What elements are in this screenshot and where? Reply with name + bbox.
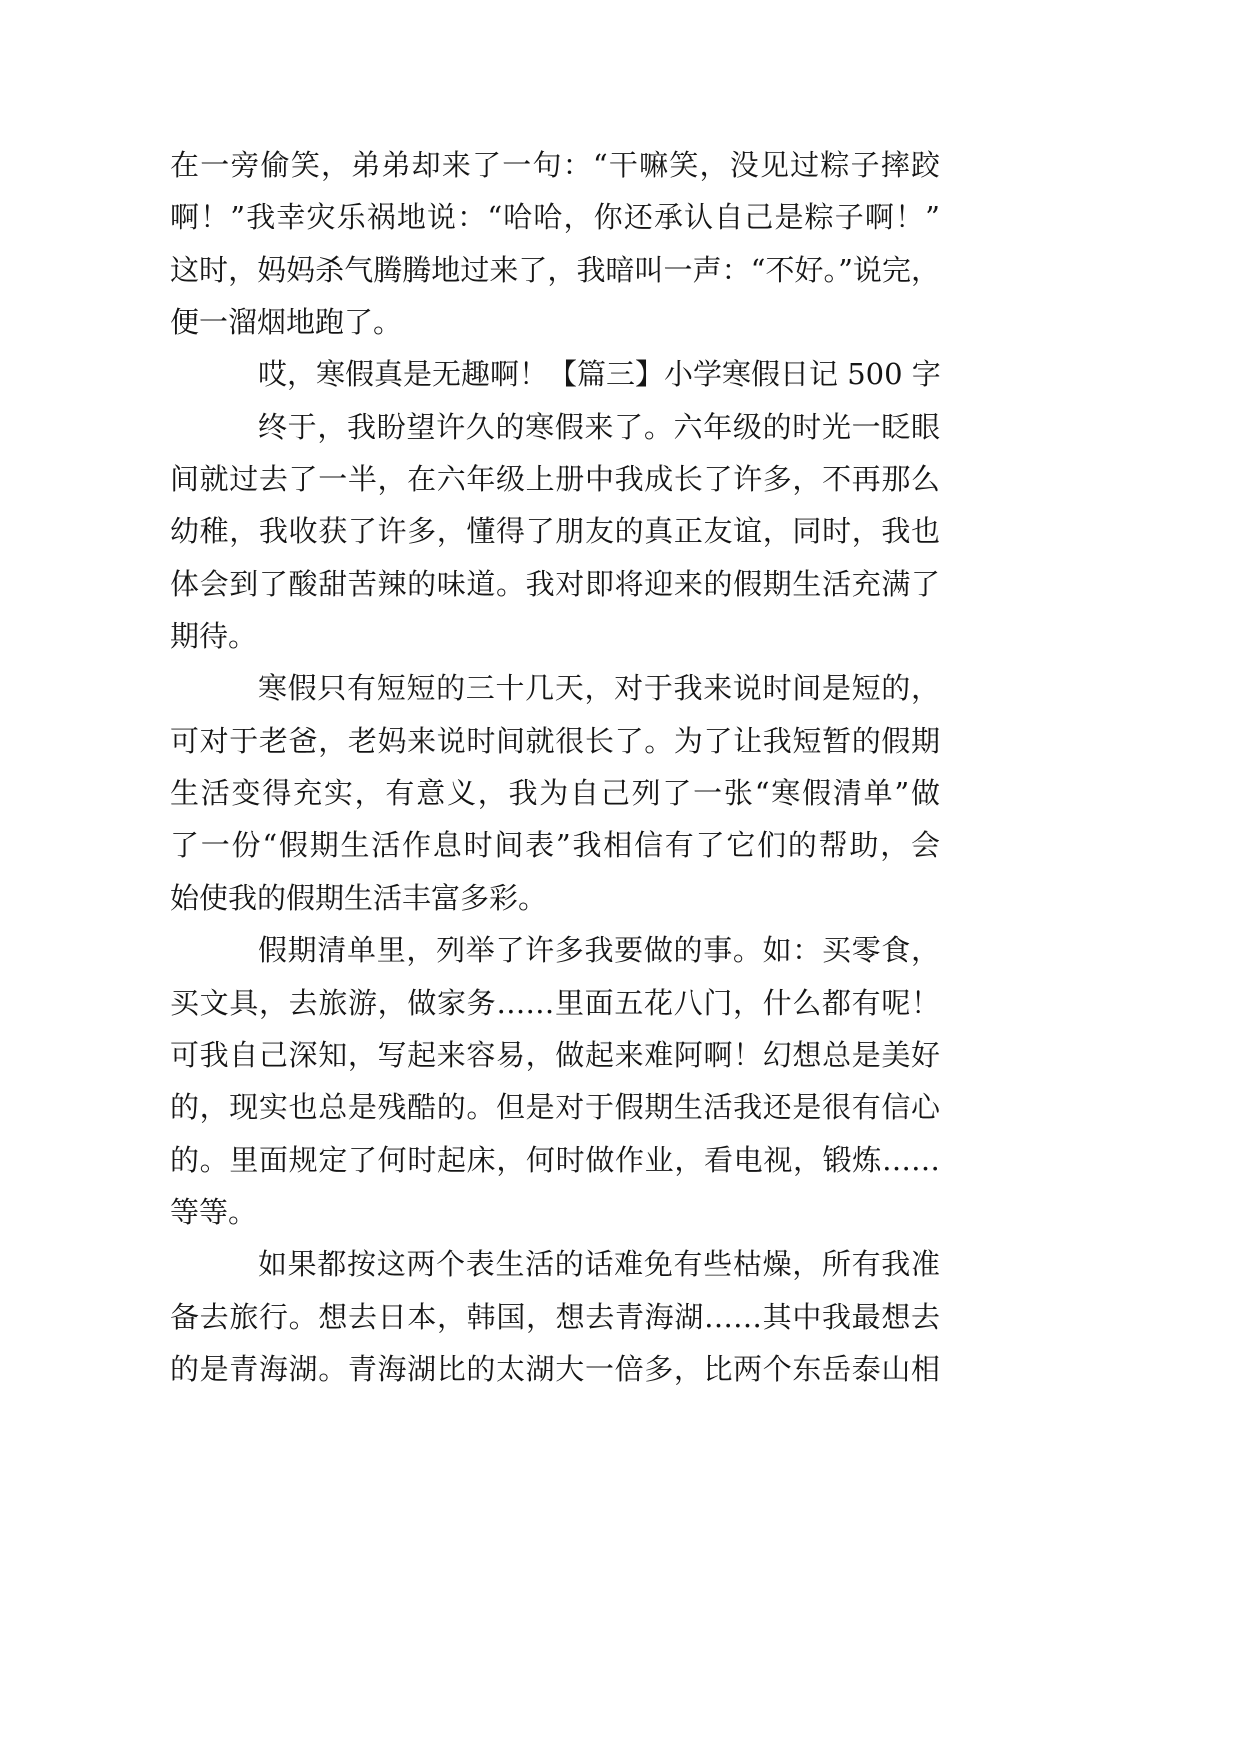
text-line: 的。里面规定了何时起床，何时做作业，看电视，锻炼…… [170, 1142, 940, 1177]
paragraph [170, 662, 940, 924]
text-line: 终于，我盼望许久的寒假来了。六年级的时光一眨眼 [258, 409, 940, 444]
text-line: 买文具，去旅游，做家务……里面五花八门，什么都有呢！ [170, 985, 940, 1020]
text-line: 等等。 [170, 1194, 258, 1229]
text-line: 在一旁偷笑，弟弟却来了一句：“干嘛笑，没见过粽子摔跤 [170, 148, 940, 182]
text-line: 始使我的假期生活丰富多彩。 [170, 880, 548, 915]
text-line: 体会到了酸甜苦辣的味道。我对即将迎来的假期生活充满了 [170, 566, 940, 601]
text-line: 期待。 [170, 619, 258, 654]
text-line: 啊！”我幸灾乐祸地说：“哈哈，你还承认自己是粽子啊！” [170, 200, 940, 235]
text-line: 生活变得充实，有意义，我为自己列了一张“寒假清单”做 [170, 776, 940, 811]
text-line: 便一溜烟地跑了。 [170, 305, 403, 340]
text-line: 的，现实也总是残酷的。但是对于假期生活我还是很有信心 [170, 1090, 940, 1125]
body-text [170, 139, 940, 1395]
text-line: 的是青海湖。青海湖比的太湖大一倍多，比两个东岳泰山相 [170, 1351, 940, 1386]
paragraph [170, 139, 940, 348]
text-line: 可对于老爸，老妈来说时间就很长了。为了让我短暂的假期 [170, 723, 940, 758]
text-line: 备去旅行。想去日本，韩国，想去青海湖……其中我最想去 [170, 1299, 940, 1334]
paragraph [170, 924, 940, 1238]
text-line: 如果都按这两个表生活的话难免有些枯燥，所有我准 [258, 1247, 940, 1282]
paragraph [170, 401, 940, 663]
text-line: 这时，妈妈杀气腾腾地过来了，我暗叫一声：“不好。”说完， [170, 252, 940, 287]
text-line: 间就过去了一半，在六年级上册中我成长了许多，不再那么 [170, 462, 940, 497]
paragraph [170, 1238, 940, 1395]
text-line: 可我自己深知，写起来容易，做起来难阿啊！幻想总是美好 [170, 1037, 940, 1072]
paragraph [170, 348, 940, 400]
text-line: 寒假只有短短的三十几天，对于我来说时间是短的， [258, 671, 940, 706]
text-line: 哎，寒假真是无趣啊！【篇三】小学寒假日记 500 字 [258, 357, 941, 392]
text-line: 假期清单里，列举了许多我要做的事。如：买零食， [258, 933, 940, 968]
text-line: 了一份“假期生活作息时间表”我相信有了它们的帮助，会 [170, 828, 940, 863]
text-line: 幼稚，我收获了许多，懂得了朋友的真正友谊，同时，我也 [170, 514, 940, 549]
